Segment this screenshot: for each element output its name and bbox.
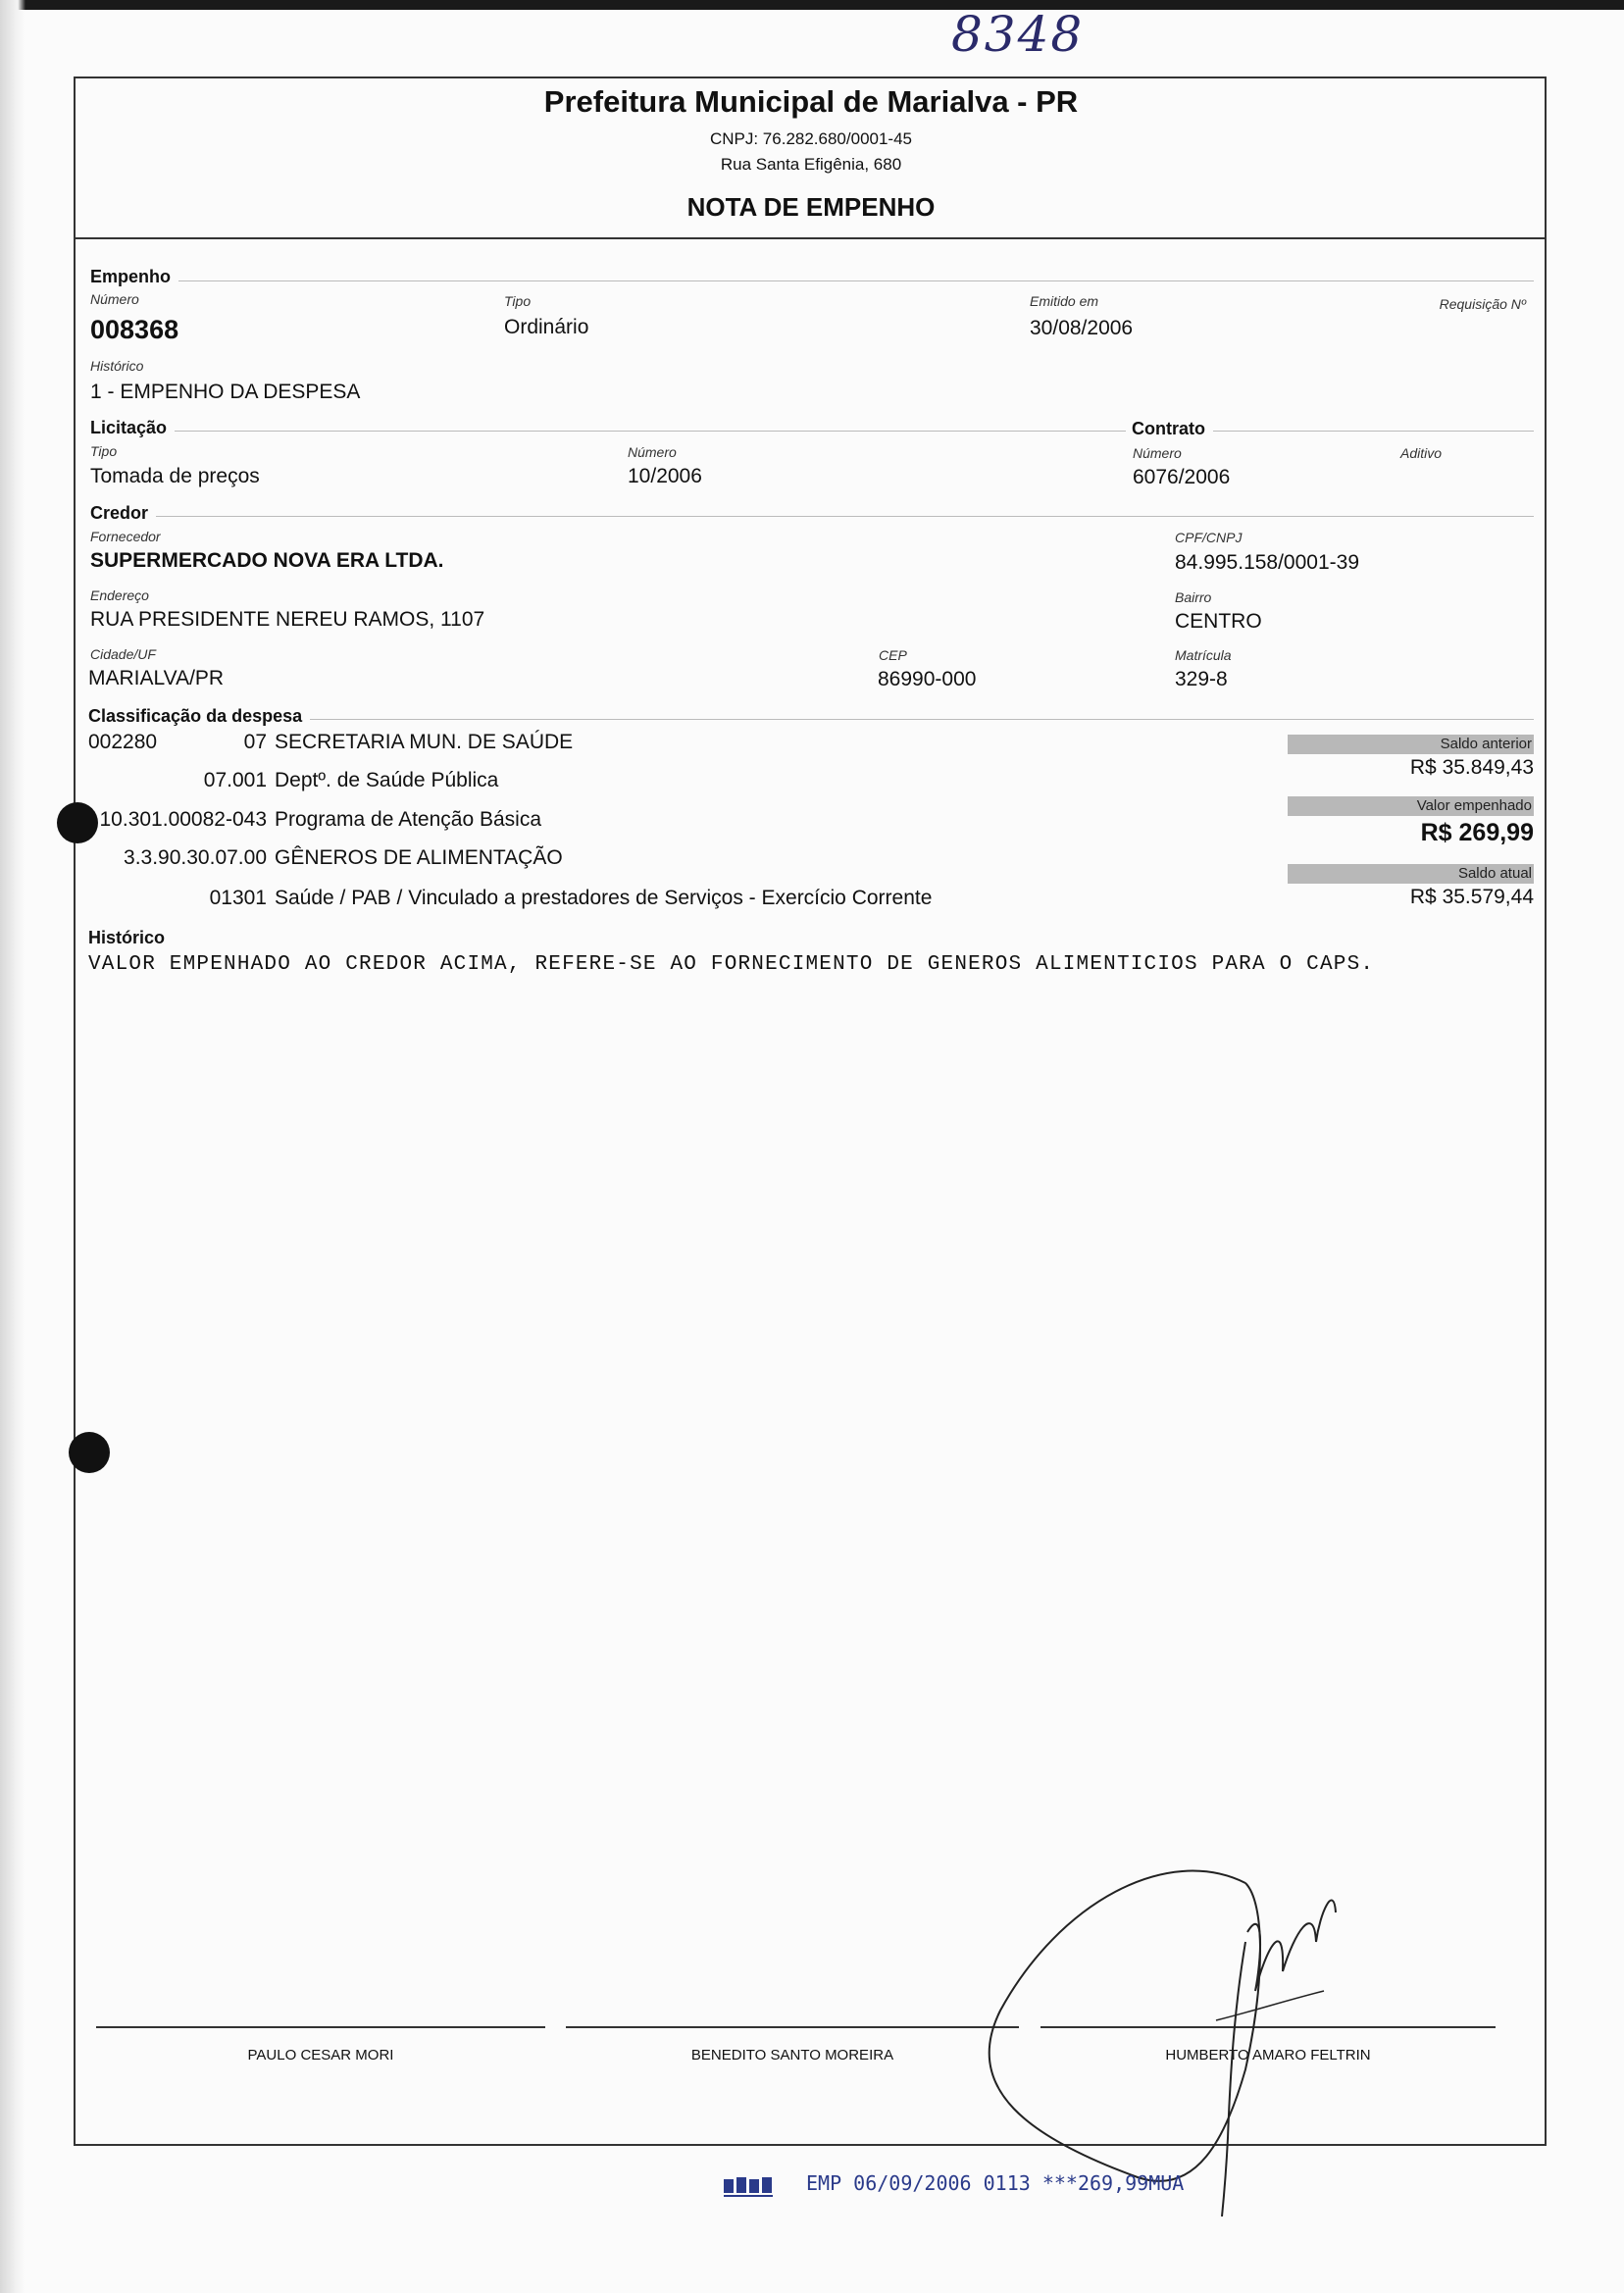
despesa-subcode: 01301 xyxy=(209,887,267,909)
despesa-subcode: 3.3.90.30.07.00 xyxy=(124,846,267,869)
scan-left-shadow xyxy=(0,0,25,2293)
contrato-aditivo-label: Aditivo xyxy=(1400,445,1443,461)
stamp-logo xyxy=(724,2175,783,2199)
credor-bairro-label: Bairro xyxy=(1175,589,1212,605)
section-credor: Credor xyxy=(90,503,156,524)
header-address: Rua Santa Efigênia, 680 xyxy=(720,155,902,174)
valor-empenhado-label: Valor empenhado xyxy=(1288,796,1534,816)
despesa-desc: Saúde / PAB / Vinculado a prestadores de Serviços - Exercício Corrente xyxy=(275,887,933,909)
credor-matricula-label: Matrícula xyxy=(1175,647,1232,663)
licitacao-numero-label: Número xyxy=(628,444,677,460)
credor-cidade-label: Cidade/UF xyxy=(90,646,156,662)
credor-cpf: 84.995.158/0001-39 xyxy=(1175,551,1360,574)
credor-fornecedor-label: Fornecedor xyxy=(90,529,161,544)
empenho-emitido: 30/08/2006 xyxy=(1030,317,1134,339)
header-cnpj: CNPJ: 76.282.680/0001-45 xyxy=(709,129,913,148)
credor-matricula: 329-8 xyxy=(1175,668,1228,690)
credor-cep-label: CEP xyxy=(879,647,907,663)
despesa-desc: SECRETARIA MUN. DE SAÚDE xyxy=(275,731,574,753)
punch-hole xyxy=(57,802,98,843)
empenho-historico: 1 - EMPENHO DA DESPESA xyxy=(90,381,361,403)
section-historico: Histórico xyxy=(88,928,173,948)
credor-endereco-label: Endereço xyxy=(90,587,149,603)
punch-hole xyxy=(69,1432,110,1473)
despesa-desc: Programa de Atenção Básica xyxy=(275,808,541,831)
mechanical-stamp: EMP 06/09/2006 0113 ***269,99MUA xyxy=(806,2171,1185,2195)
credor-cep: 86990-000 xyxy=(878,668,977,690)
empenho-tipo-label: Tipo xyxy=(504,293,532,309)
licitacao-tipo-label: Tipo xyxy=(90,443,118,459)
despesa-desc: Deptº. de Saúde Pública xyxy=(275,769,499,791)
section-contrato: Contrato xyxy=(1126,419,1213,439)
divider xyxy=(90,516,1534,517)
licitacao-numero: 10/2006 xyxy=(628,465,702,487)
divider xyxy=(90,431,1534,432)
credor-cidade: MARIALVA/PR xyxy=(88,667,225,689)
handwritten-signature xyxy=(971,1844,1383,2217)
credor-bairro: CENTRO xyxy=(1175,610,1262,633)
empenho-numero: 008368 xyxy=(90,315,179,344)
despesa-code: 002280 xyxy=(88,731,158,753)
credor-endereco: RUA PRESIDENTE NEREU RAMOS, 1107 xyxy=(90,608,485,631)
despesa-subcode: 07.001 xyxy=(203,769,267,791)
saldo-atual-value: R$ 35.579,44 xyxy=(1409,886,1534,908)
section-licitacao: Licitação xyxy=(90,418,175,438)
signature-name: HUMBERTO AMARO FELTRIN xyxy=(1165,2047,1371,2064)
header-divider xyxy=(76,237,1545,239)
empenho-historico-label: Histórico xyxy=(90,358,144,374)
signature-name: BENEDITO SANTO MOREIRA xyxy=(690,2047,894,2064)
saldo-atual-label: Saldo atual xyxy=(1288,864,1534,884)
page-title: Prefeitura Municipal de Marialva - PR xyxy=(543,84,1079,119)
scan-top-band xyxy=(0,0,1624,10)
saldo-anterior-value: R$ 35.849,43 xyxy=(1409,756,1534,779)
valor-empenhado-value: R$ 269,99 xyxy=(1420,819,1534,846)
credor-cpf-label: CPF/CNPJ xyxy=(1175,530,1243,545)
signature-name: PAULO CESAR MORI xyxy=(247,2047,394,2064)
document-title: NOTA DE EMPENHO xyxy=(686,192,936,222)
empenho-numero-label: Número xyxy=(90,291,139,307)
section-classificacao: Classificação da despesa xyxy=(88,706,310,727)
despesa-desc: GÊNEROS DE ALIMENTAÇÃO xyxy=(275,846,563,869)
empenho-tipo: Ordinário xyxy=(504,316,589,338)
historico-text: VALOR EMPENHADO AO CREDOR ACIMA, REFERE-SE AO FORNECIMENTO DE GENEROS ALIMENTICIOS PARA O CAPS. xyxy=(88,953,1375,976)
contrato-numero-label: Número xyxy=(1133,445,1182,461)
despesa-subcode: 10.301.00082-043 xyxy=(99,808,267,831)
empenho-requisicao-label: Requisição Nº xyxy=(1439,296,1526,312)
saldo-anterior-label: Saldo anterior xyxy=(1288,735,1534,754)
section-empenho: Empenho xyxy=(90,267,178,287)
divider xyxy=(90,280,1534,281)
credor-fornecedor: SUPERMERCADO NOVA ERA LTDA. xyxy=(90,549,444,572)
handwritten-number: 8348 xyxy=(951,6,1085,63)
signature-line xyxy=(96,2026,545,2028)
empenho-emitido-label: Emitido em xyxy=(1030,293,1099,309)
despesa-subcode: 07 xyxy=(243,731,267,753)
licitacao-tipo: Tomada de preços xyxy=(90,465,260,487)
signature-line xyxy=(566,2026,1019,2028)
contrato-numero: 6076/2006 xyxy=(1133,466,1231,488)
